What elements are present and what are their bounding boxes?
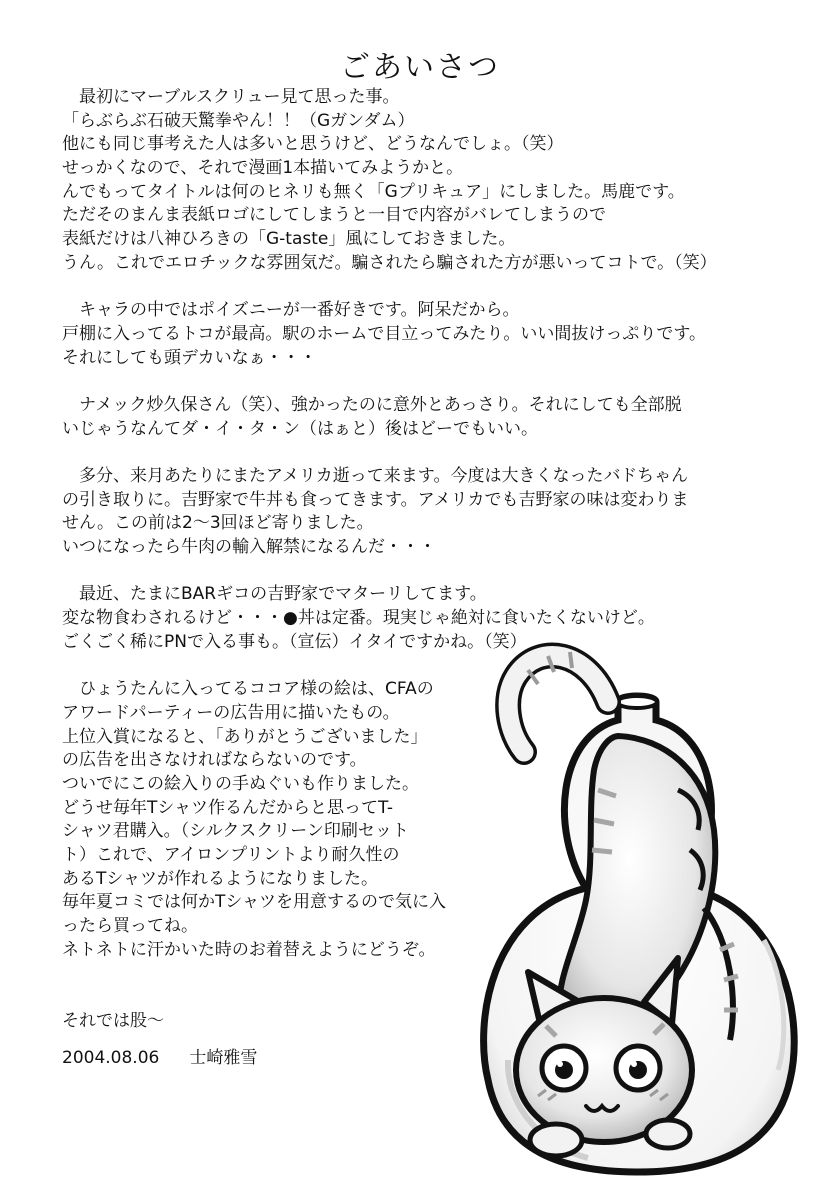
text-line: 変な物食わされるけど・・・●丼は定番。現実じゃ絶対に食いたくないけど。 [62, 608, 655, 629]
text-line: いつになったら牛肉の輸入解禁になるんだ・・・ [62, 537, 436, 558]
text-line: 「らぶらぶ石破天驚拳やん！！（Gガンダム） [62, 110, 415, 131]
text-line: ったら買ってね。 [62, 916, 198, 937]
text-line: せん。この前は2〜3回ほど寄りました。 [62, 513, 374, 534]
text-line: どうせ毎年Tシャツ作るんだからと思ってT- [62, 797, 394, 818]
text-line: せっかくなので、それで漫画1本描いてみようかと。 [62, 158, 464, 179]
text-line: 最近、たまにBARギコの吉野家でマターリしてます。 [62, 584, 487, 605]
text-line: 多分、来月あたりにまたアメリカ逝って来ます。今度は大きくなったバドちゃん [62, 466, 689, 486]
text-line: ナメック炒久保さん（笑）、強かったのに意外とあっさり。それにしても全部脱 [62, 394, 682, 415]
text-line: あるTシャツが作れるようになりました。 [62, 868, 379, 889]
text-line: の引き取りに。吉野家で牛丼も食ってきます。アメリカでも吉野家の味は変わりま [62, 489, 689, 510]
closing-line: それでは股〜 [62, 1010, 164, 1031]
text-line: ネトネトに汗かいた時のお着替えようにどうぞ。 [62, 939, 436, 960]
signature-date: 2004.08.06 [62, 1048, 160, 1068]
text-line: 表紙だけは八神ひろきの「G-taste」風にしておきました。 [62, 229, 516, 250]
paragraph-gap [62, 276, 802, 300]
signature-author: 士崎雅雪 [189, 1048, 258, 1068]
text-line: 毎年夏コミでは何かTシャツを用意するので気に入 [62, 892, 447, 913]
page-title: ごあいさつ [340, 50, 500, 85]
text-line: 他にも同じ事考えた人は多いと思うけど、どうなんでしょ。（笑） [62, 134, 564, 155]
text-line: ひょうたんに入ってるココア様の絵は、CFAの [62, 679, 434, 700]
text-line: うん。これでエロチックな雰囲気だ。騙されたら騙された方が悪いってコトで。（笑） [62, 252, 717, 273]
text-line: んでもってタイトルは何のヒネリも無く「Gプリキュア」にしました。馬鹿です。 [62, 181, 685, 202]
text-line: 上位入賞になると、「ありがとうございました」 [62, 726, 428, 747]
paragraph-gap [62, 370, 802, 394]
text-line: の広告を出さなければならないのです。 [62, 750, 367, 771]
text-line: それにしても頭デカいなぁ・・・ [62, 347, 317, 368]
text-line: 最初にマーブルスクリュー見て思った事。 [62, 87, 400, 107]
paragraph-gap [62, 441, 802, 465]
text-line: ただそのまんま表紙ロゴにしてしまうと一目で内容がバレてしまうので [62, 205, 606, 226]
text-line: ト）これで、アイロンプリントより耐久性の [62, 845, 400, 865]
text-line: シャツ君購入。（シルクスクリーン印刷セット [62, 821, 409, 842]
text-line: ついでにこの絵入りの手ぬぐいも作りました。 [62, 773, 419, 794]
text-line: アワードパーティーの広告用に描いたもの。 [62, 702, 400, 723]
text-line: いじゃうなんてダ・イ・タ・ン（はぁと）後はどーでもいい。 [62, 418, 538, 439]
text-line: ごくごく稀にPNで入る事も。（宣伝）イタイですかね。（笑） [62, 631, 527, 652]
paragraph-gap [62, 560, 802, 584]
gourd-cat-illustration [468, 640, 808, 1180]
text-line: 戸棚に入ってるトコが最高。駅のホームで目立ってみたり。いい間抜けっぷりです。 [62, 323, 706, 344]
text-line: キャラの中ではポイズニーが一番好きです。阿呆だから。 [62, 300, 520, 321]
signature [62, 1043, 257, 1068]
